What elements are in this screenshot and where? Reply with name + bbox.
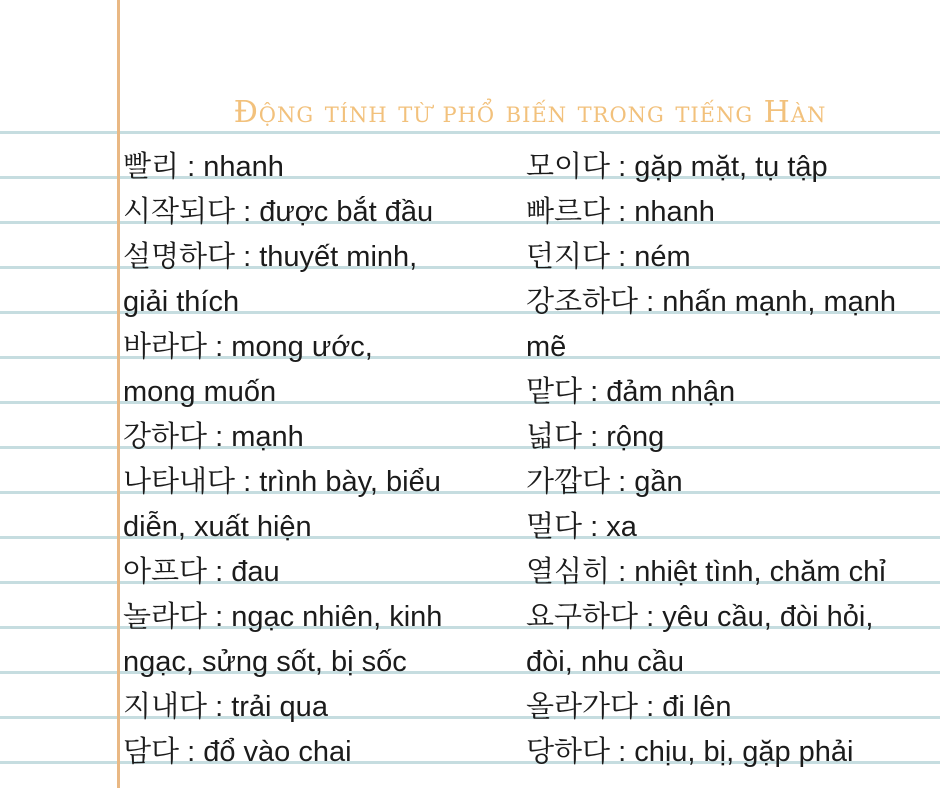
left-line-8: 나타내다 : trình bày, biểu — [123, 466, 441, 498]
right-line-5: mẽ — [526, 331, 567, 363]
left-line-6: mong muốn — [123, 376, 277, 408]
left-line-10: 아프다 : đau — [123, 556, 280, 588]
right-line-14: 당하다 : chịu, bị, gặp phải — [526, 736, 854, 768]
right-line-7: 넓다 : rộng — [526, 421, 665, 453]
left-line-13: 지내다 : trải qua — [123, 691, 328, 723]
right-line-4: 강조하다 : nhấn mạnh, mạnh — [526, 286, 896, 318]
right-vocabulary-column — [526, 145, 940, 775]
left-line-12: ngạc, sửng sốt, bị sốc — [123, 646, 407, 678]
right-line-2: 빠르다 : nhanh — [526, 196, 715, 228]
left-line-14: 담다 : đổ vào chai — [123, 736, 352, 768]
left-line-1: 빨리 : nhanh — [123, 151, 284, 183]
right-line-13: 올라가다 : đi lên — [526, 691, 732, 723]
left-line-2: 시작되다 : được bắt đầu — [123, 196, 434, 228]
right-line-3: 던지다 : ném — [526, 241, 691, 273]
right-line-9: 멀다 : xa — [526, 511, 637, 543]
right-line-10: 열심히 : nhiệt tình, chăm chỉ — [526, 556, 886, 588]
right-line-12: đòi, nhu cầu — [526, 646, 685, 678]
right-line-8: 가깝다 : gần — [526, 466, 683, 498]
left-vocabulary-column — [123, 145, 503, 775]
page-title: Động tính từ phổ biến trong tiếng Hàn — [233, 95, 827, 130]
left-line-11: 놀라다 : ngạc nhiên, kinh — [123, 601, 443, 633]
left-line-5: 바라다 : mong ước, — [123, 331, 373, 363]
left-line-7: 강하다 : mạnh — [123, 421, 304, 453]
left-line-3: 설명하다 : thuyết minh, — [123, 241, 418, 273]
left-line-9: diễn, xuất hiện — [123, 511, 312, 543]
right-line-1: 모이다 : gặp mặt, tụ tập — [526, 151, 828, 183]
right-line-11: 요구하다 : yêu cầu, đòi hỏi, — [526, 601, 874, 633]
left-line-4: giải thích — [123, 286, 240, 318]
right-line-6: 맡다 : đảm nhận — [526, 376, 736, 408]
